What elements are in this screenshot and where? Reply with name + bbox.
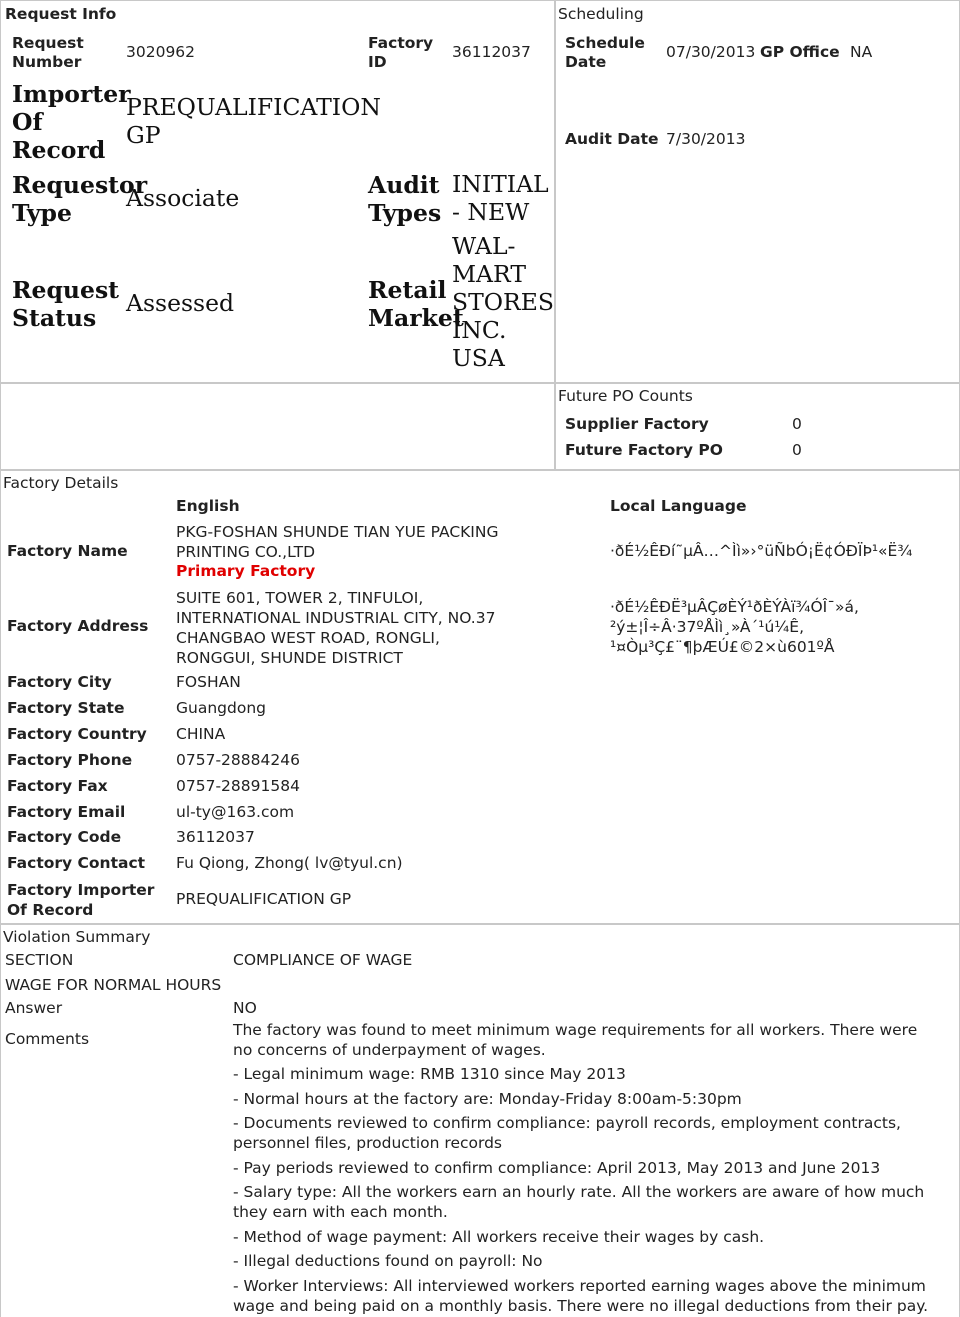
- factory-email-label: Factory Email: [7, 803, 126, 821]
- factory-address-value: SUITE 601, TOWER 2, TINFULOI, INTERNATIONAL INDUSTRIAL CITY, NO.37 CHANGBAO WEST ROAD, RONGLI, RONGGUI, SHUNDE DISTRICT: [176, 589, 496, 667]
- factory-contact-value: Fu Qiong, Zhong( lv@tyul.cn): [176, 854, 403, 872]
- english-header: English: [176, 497, 240, 515]
- factory-fax-value: 0757-28891584: [176, 777, 300, 795]
- section-value: COMPLIANCE OF WAGE: [233, 951, 413, 969]
- factory-address-local: ·ðÉ½ÊÐË³µÂÇøÈÝ¹ðÈÝÀï¾ÓÎ¯»á, ²ý±¦Î÷Â·37ºÅÌì¸»À´¹ú¼Ê, ¹¤Òµ³Ç£¨¶þÆÚ£©2×ù601ºÅ: [610, 598, 859, 656]
- supplier-factory-value: 0: [792, 415, 802, 433]
- factory-city-value: FOSHAN: [176, 673, 241, 691]
- factory-address-label: Factory Address: [7, 617, 149, 635]
- comment-line: - Worker Interviews: All interviewed workers reported earning wages above the minimum wage and being paid on a monthly basis. There were no illegal deductions from their pay.: [233, 1277, 929, 1315]
- retail-market-label: Retail Market: [368, 276, 464, 332]
- factory-details-title: Factory Details: [3, 474, 119, 492]
- factory-country-value: CHINA: [176, 725, 226, 743]
- factory-importer-value: PREQUALIFICATION GP: [176, 890, 352, 908]
- comment-line: - Salary type: All the workers earn an hourly rate. All the workers are aware of how much they earn with each month.: [233, 1183, 925, 1221]
- factory-details-section: [0, 470, 960, 924]
- comment-line: The factory was found to meet minimum wage requirements for all workers. There were no concerns of underpayment of wages.: [233, 1021, 918, 1059]
- factory-fax-label: Factory Fax: [7, 777, 108, 795]
- subsection-title: WAGE FOR NORMAL HOURS: [5, 976, 222, 994]
- audit-types-value: INITIAL - NEW: [452, 170, 549, 226]
- factory-state-label: Factory State: [7, 699, 125, 717]
- request-info-title: Request Info: [5, 5, 117, 23]
- audit-types-label: Audit Types: [368, 171, 442, 227]
- requestor-type-value: Associate: [126, 184, 240, 212]
- factory-id-label: Factory ID: [368, 34, 434, 71]
- primary-factory-tag: Primary Factory: [176, 562, 316, 580]
- factory-country-label: Factory Country: [7, 725, 147, 743]
- scheduling-title: Scheduling: [558, 5, 644, 23]
- comment-line: - Documents reviewed to confirm compliance: payroll records, employment contracts, personnel files, production records: [233, 1114, 901, 1152]
- audit-date-label: Audit Date: [565, 130, 659, 148]
- answer-label: Answer: [5, 999, 63, 1017]
- empty-panel: [0, 383, 555, 470]
- scheduling-section: [555, 0, 960, 383]
- future-po-section: [555, 383, 960, 470]
- factory-email-value[interactable]: ul-ty@163.com: [176, 803, 295, 821]
- future-factory-po-label: Future Factory PO: [565, 441, 723, 459]
- schedule-date-label: Schedule Date: [565, 34, 645, 71]
- importer-value: PREQUALIFICATION GP: [126, 93, 381, 149]
- factory-name-value: PKG-FOSHAN SHUNDE TIAN YUE PACKING PRINTING CO.,LTD: [176, 523, 499, 561]
- future-po-title: Future PO Counts: [558, 387, 693, 405]
- factory-contact-label: Factory Contact: [7, 854, 146, 872]
- violation-summary-title: Violation Summary: [3, 928, 151, 946]
- factory-code-label: Factory Code: [7, 828, 122, 846]
- answer-value: NO: [233, 999, 257, 1017]
- request-info-section: [0, 0, 555, 383]
- future-factory-po-value: 0: [792, 441, 802, 459]
- section-label: SECTION: [5, 951, 74, 969]
- factory-importer-label: Factory Importer Of Record: [7, 881, 155, 919]
- comment-line: - Illegal deductions found on payroll: No: [233, 1252, 543, 1270]
- comment-line: - Pay periods reviewed to confirm compliance: April 2013, May 2013 and June 2013: [233, 1159, 881, 1177]
- request-number-label: Request Number: [12, 34, 84, 71]
- gp-office-label: GP Office: [760, 43, 840, 61]
- request-status-label: Request Status: [12, 276, 120, 332]
- factory-phone-value: 0757-28884246: [176, 751, 300, 769]
- factory-city-label: Factory City: [7, 673, 112, 691]
- factory-phone-label: Factory Phone: [7, 751, 133, 769]
- factory-name-local: ·ðÉ½ÊÐí˜µÂ…^Ìì»›°üÑbÓ¡Ë¢ÓÐÏÞ¹«Ë¾: [610, 542, 913, 560]
- schedule-date-value: 07/30/2013: [666, 43, 756, 61]
- audit-date-value: 7/30/2013: [666, 130, 746, 148]
- factory-name-label: Factory Name: [7, 542, 128, 560]
- comments-label: Comments: [5, 1030, 90, 1048]
- supplier-factory-label: Supplier Factory: [565, 415, 709, 433]
- factory-id-value: 36112037: [452, 43, 531, 61]
- request-status-value: Assessed: [126, 289, 235, 317]
- violation-summary-section: [0, 924, 960, 1317]
- comment-line: - Method of wage payment: All workers receive their wages by cash.: [233, 1228, 765, 1246]
- local-language-header: Local Language: [610, 497, 747, 515]
- factory-state-value: Guangdong: [176, 699, 266, 717]
- request-number-value: 3020962: [126, 43, 196, 61]
- comment-line: - Legal minimum wage: RMB 1310 since May 2013: [233, 1065, 626, 1083]
- retail-market-value: WAL-MART STORES INC. USA: [452, 232, 554, 372]
- gp-office-value: NA: [850, 43, 873, 61]
- factory-code-value: 36112037: [176, 828, 255, 846]
- requestor-type-label: Requestor Type: [12, 171, 148, 227]
- importer-label: Importer Of Record: [12, 80, 131, 164]
- comment-line: - Normal hours at the factory are: Monday-Friday 8:00am-5:30pm: [233, 1090, 742, 1108]
